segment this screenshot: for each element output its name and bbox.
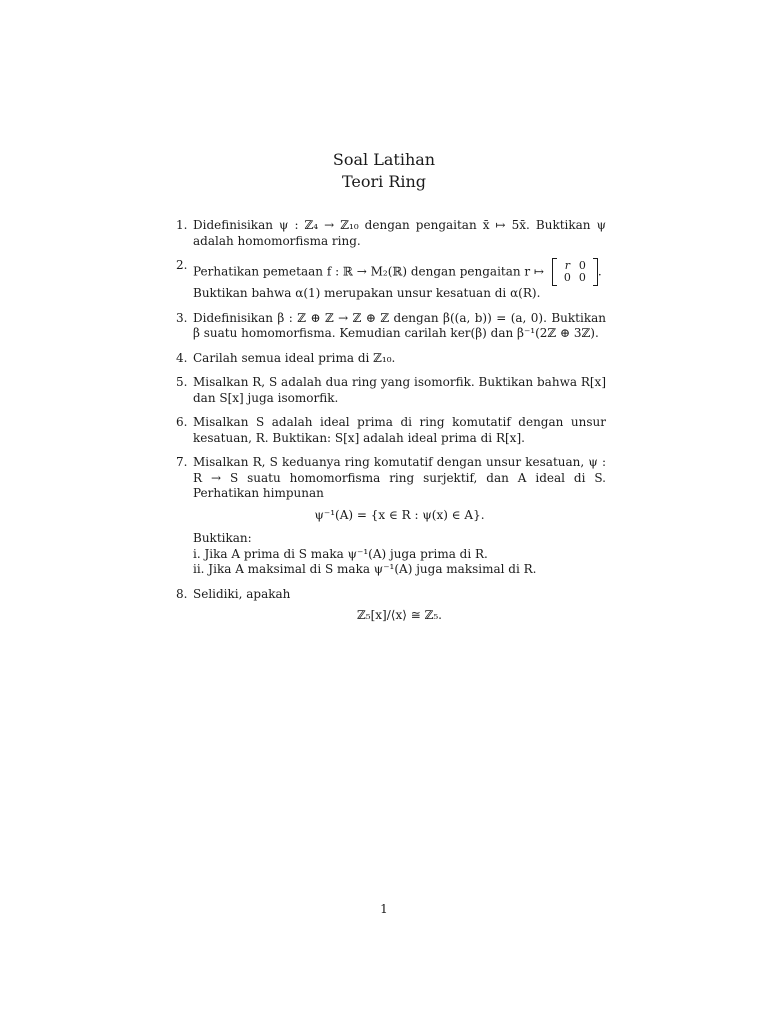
matrix [552,258,598,286]
problem-1 [176,218,606,249]
problem-number: 6. [176,415,188,429]
title-line-1: Soal Latihan [332,150,436,169]
problem-text: Misalkan S adalah ideal prima di ring komutatif dengan unsur kesatuan, R. Buktikan: S[x] adalah ideal prima di R[x]. [193,415,606,445]
prove-label: Buktikan: [193,531,252,545]
matrix-cell: r [564,259,570,272]
problem-number: 4. [176,350,188,365]
problem-text-continued: Buktikan bahwa α(1) merupakan unsur kesatuan di α(R). [193,286,541,300]
sub-item-ii: ii. Jika A maksimal di S maka ψ⁻¹(A) juga maksimal di R. [193,562,537,576]
problem-number: 2. [176,258,188,272]
matrix-cell: 0 [563,271,571,284]
left-bracket [552,258,557,286]
problem-4 [176,351,606,367]
problem-6 [176,415,606,446]
matrix-cell: 0 [578,259,586,272]
problem-3 [176,311,606,342]
page-number: 1 [380,902,388,916]
problem-number: 7. [176,455,188,469]
problem-text: Selidiki, apakah [193,586,291,601]
problem-number: 1. [176,218,188,232]
problem-5 [176,375,606,406]
right-bracket [593,258,598,286]
matrix-cell: 0 [578,271,586,284]
display-equation: ψ⁻¹(A) = {x ∈ R : ψ(x) ∈ A}. [314,507,485,522]
display-equation: ℤ₅[x]/⟨x⟩ ≅ ℤ₅. [357,608,442,622]
sub-item-i: i. Jika A prima di S maka ψ⁻¹(A) juga prima di R. [193,546,488,561]
problem-2: 2. Perhatikan pemetaan f : ℝ → M₂(ℝ) dengan pengaitan r ↦ r 0 0 0 . Buktikan bahwa α(1) merupakan unsur kesatuan di α(R). [176,258,606,302]
problem-text: Didefinisikan ψ : ℤ₄ → ℤ₁₀ dengan pengaitan x̄ ↦ 5x̄. Buktikan ψ adalah homomorfisma ring. [193,218,606,248]
problem-7 [176,455,606,578]
problem-number: 5. [176,375,188,389]
title-line-2: Teori Ring [341,172,427,191]
problem-text: Didefinisikan β : ℤ ⊕ ℤ → ℤ ⊕ ℤ dengan β((a, b)) = (a, 0). Buktikan β suatu homomorfisma. Kemudian carilah ker(β) dan β⁻¹(2ℤ ⊕ 3ℤ). [193,310,606,340]
problem-number: 8. [176,586,188,601]
problem-number: 3. [176,310,188,325]
problem-list [176,218,606,633]
problem-text: Perhatikan pemetaan f : ℝ → M₂(ℝ) dengan pengaitan r ↦ [193,264,545,279]
problem-text: Misalkan R, S adalah dua ring yang isomorfik. Buktikan bahwa R[x] dan S[x] juga isomorfik. [193,375,606,405]
problem-8 [176,587,606,624]
problem-text: Carilah semua ideal prima di ℤ₁₀. [193,350,396,365]
problem-text: Misalkan R, S keduanya ring komutatif dengan unsur kesatuan, ψ : R → S suatu homomorfisma ring surjektif, dan A ideal di S. Perhatikan himpunan [193,455,606,500]
